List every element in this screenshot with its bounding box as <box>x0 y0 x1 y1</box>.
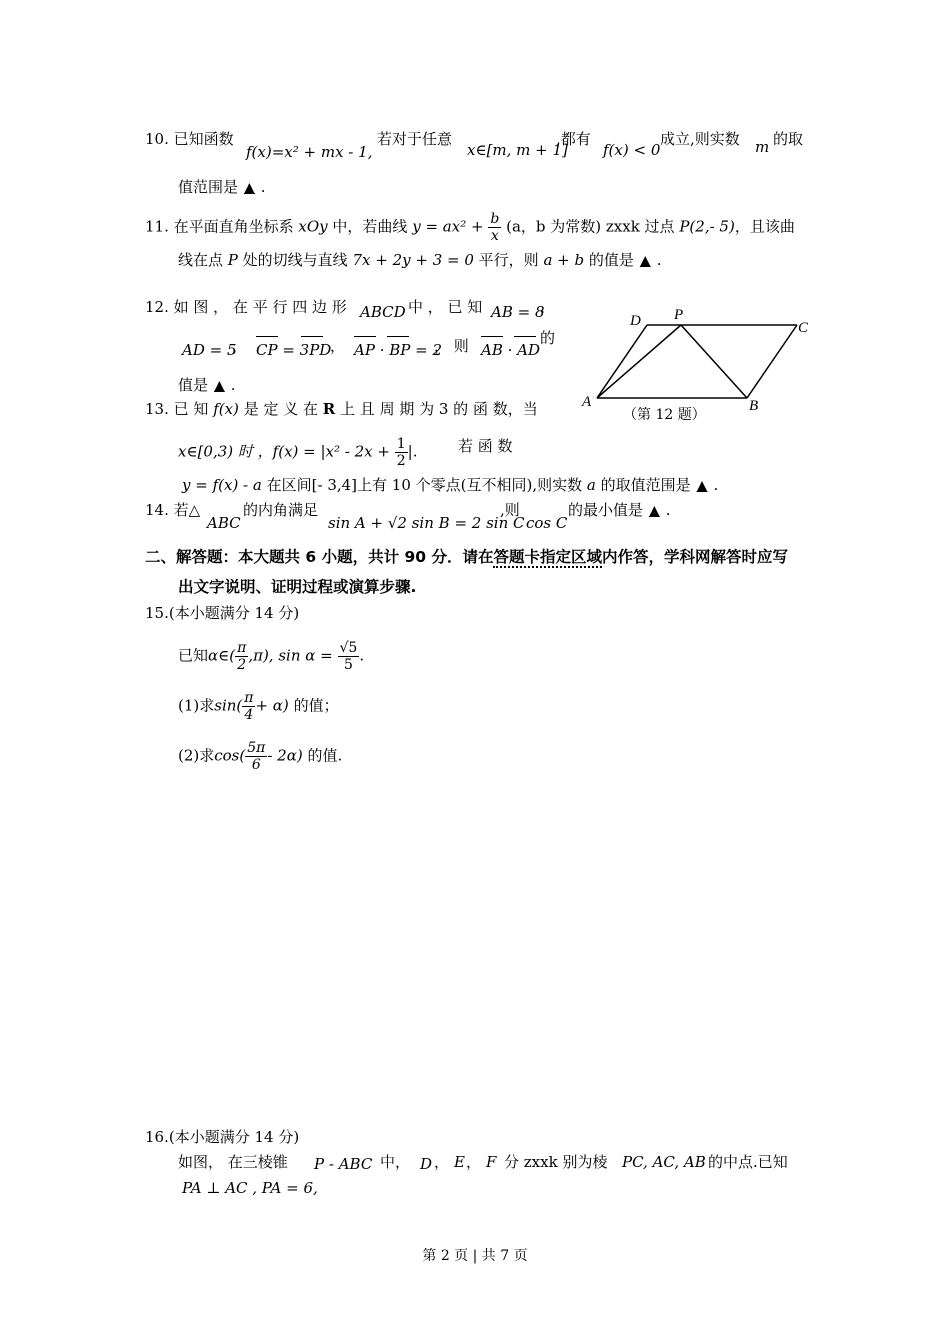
q11-formula-line: 7x + 2y + 3 = 0 <box>352 251 474 269</box>
q10-text: 若对于任意 <box>377 130 453 148</box>
q10-formula-x: x∈[m, m + 1] <box>467 141 568 159</box>
q11-text: (a，b 为常数) zxxk 过点 <box>506 217 675 236</box>
parallelogram-figure <box>575 300 815 430</box>
q16-text: ， <box>466 1153 482 1171</box>
q10-text: 的取 <box>773 130 804 148</box>
q13-text: 若 函 数 <box>458 437 513 455</box>
q11-formula-p: P(2,- 5) <box>679 217 735 236</box>
q12-text: 中 ， 已 知 <box>408 298 483 316</box>
q11-fraction: $\frac{b}{x}$ <box>490 211 500 244</box>
q12-text: ， <box>232 337 248 355</box>
q16-text: 分 zxxk 别为棱 <box>504 1153 608 1171</box>
label-p: P <box>674 307 684 323</box>
q16-var-d: D <box>420 1155 433 1173</box>
q15-part1: (1)求sin( $\frac{\pi}{4}$ + α) 的值； <box>178 690 339 723</box>
q16-formula-edges: PC, AC, AB <box>622 1153 706 1171</box>
q10-line2: 值范围是 ▲ . <box>178 178 266 196</box>
q12-formula-cp: CP = 3PD <box>256 340 331 360</box>
q13-line3: y = f(x) - a 在区间[- 3,4]上有 10 个零点(互不相同),则实数 a 的取值范围是 ▲ . <box>182 476 719 494</box>
answer-blank: ▲ <box>214 378 225 394</box>
q13-formula-f: f(x) <box>213 400 239 418</box>
answer-blank: ▲ <box>649 503 660 519</box>
q10-line1 <box>145 129 234 149</box>
q12-text: ， <box>330 337 346 355</box>
q15-header: 15.(本小题满分 14 分) <box>145 604 300 622</box>
q16-text: 的中点.已知 <box>708 1153 788 1171</box>
label-c: C <box>798 320 809 336</box>
q16-header: 16.(本小题满分 14 分) <box>145 1128 300 1146</box>
q11-formula-ab: a + b <box>543 251 585 269</box>
q11-var-p: P <box>227 251 238 269</box>
q11-formula-curve: y = ax² + <box>412 217 484 236</box>
answer-blank: ▲ <box>696 478 708 494</box>
q11-line2: 线在点 P 处的切线与直线 7x + 2y + 3 = 0 平行，则 a + b 的值是 ▲ . <box>178 251 662 269</box>
edge-bc <box>747 325 797 398</box>
q12-text: 的 <box>540 329 556 347</box>
q15-fraction-sqrt5-5: $\frac{√5}{5}$ <box>339 640 358 673</box>
q12-text: ， 则 <box>434 337 469 355</box>
label-b: B <box>749 398 759 414</box>
q16-text: 如图， 在三棱锥 <box>178 1153 288 1171</box>
q10-text: 值范围是 <box>178 178 239 196</box>
q13-formula-y: y = f(x) - a <box>182 476 262 494</box>
q10-formula-cond: f(x) < 0 <box>603 141 661 159</box>
q12-formula-apbp: AP · BP = 2 <box>354 340 442 360</box>
q14-text: 的内角满足 <box>243 501 319 519</box>
q11-text: 11. 在平面直角坐标系 <box>145 217 294 236</box>
q10-text: 成立,则实数 <box>660 130 740 148</box>
dotted-emphasis: 答题卡指定区域 <box>493 548 602 566</box>
answer-blank: ▲ <box>639 253 651 269</box>
q12-text: ， <box>540 298 556 316</box>
q12-line1: 12. 如 图 ， 在 平 行 四 边 形 <box>145 298 347 316</box>
figure-caption: （第 12 题） <box>623 407 706 423</box>
q11-text: 中，若曲线 <box>332 217 408 236</box>
section2-heading-line2: 出文字说明、证明过程或演算步骤. <box>178 578 417 596</box>
q14-text: ,则 <box>500 501 520 519</box>
q14-text: 的最小值是 ▲ . <box>568 501 671 519</box>
q16-var-e: E <box>454 1153 465 1171</box>
q14-text: 14. 若△ <box>145 501 201 519</box>
q10-var-m: m <box>755 138 770 156</box>
q15-fraction-pi-4: $\frac{\pi}{4}$ <box>244 690 254 723</box>
q16-formula-pabc: P - ABC <box>314 1155 373 1173</box>
q14-var-abc: ABC <box>207 514 241 532</box>
q12-formula-ad: AD = 5 <box>182 341 237 359</box>
q10-text: 10. 已知函数 <box>145 130 234 148</box>
q15-fraction-pi-2: $\frac{\pi}{2}$ <box>237 640 247 673</box>
q12-formula-abad: AB · AD <box>481 340 540 360</box>
q13-fraction: $\frac{1}{2}$ <box>396 436 406 469</box>
q12-var-abcd: ABCD <box>360 303 406 321</box>
q12-line3: 值是 ▲ . <box>178 376 236 394</box>
section2-heading: 二、解答题：本大题共 6 小题，共计 90 分．请在答题卡指定区域内作答，学科网解答时应写 <box>145 548 788 566</box>
segment-bp <box>681 325 747 398</box>
q11-var-xoy: xOy <box>298 217 328 236</box>
page-footer: 第 2 页 | 共 7 页 <box>422 1248 528 1264</box>
q15-part2: (2)求cos( $\frac{5\pi}{6}$ - 2α) 的值. <box>178 740 343 773</box>
q16-var-f: F <box>486 1153 497 1171</box>
q15-given: 已知α∈( $\frac{\pi}{2}$ ,π), sin α = $\frac{√5}{5}$ . <box>178 640 365 673</box>
q13-line2: x∈[0,3) 时 ，f(x) = |x² - 2x + $\frac{1}{2}$ |. <box>178 436 418 469</box>
q15-fraction-5pi-6: $\frac{5\pi}{6}$ <box>247 740 266 773</box>
q16-line2: PA ⊥ AC , PA = 6, <box>182 1179 318 1197</box>
q14-formula-sin: sin A + √2 sin B = 2 sin C <box>328 514 525 532</box>
q12-formula-ab: AB = 8 <box>491 303 545 321</box>
q13-var-a: a <box>586 476 596 494</box>
q13-line1: 13. 已 知 f(x) 是 定 义 在 R 上 且 周 期 为 3 的 函 数，当 <box>145 400 538 418</box>
q16-text: ， <box>434 1153 450 1171</box>
q10-text: ,都有 <box>556 130 591 148</box>
answer-blank: ▲ <box>244 180 255 196</box>
q10-formula-f: f(x)=x² + mx - 1, <box>246 143 373 161</box>
label-a: A <box>582 394 592 410</box>
q16-text: 中， <box>380 1153 411 1171</box>
q14-formula-cos: cos C <box>526 514 568 532</box>
q13-bold-r: R <box>322 400 336 418</box>
label-d: D <box>630 313 641 329</box>
q11-line1: 11. 在平面直角坐标系 xOy 中，若曲线 y = ax² + $\frac{b}{x}$ (a，b 为常数) zxxk 过点 P(2,- 5)，且该曲 <box>145 211 795 244</box>
